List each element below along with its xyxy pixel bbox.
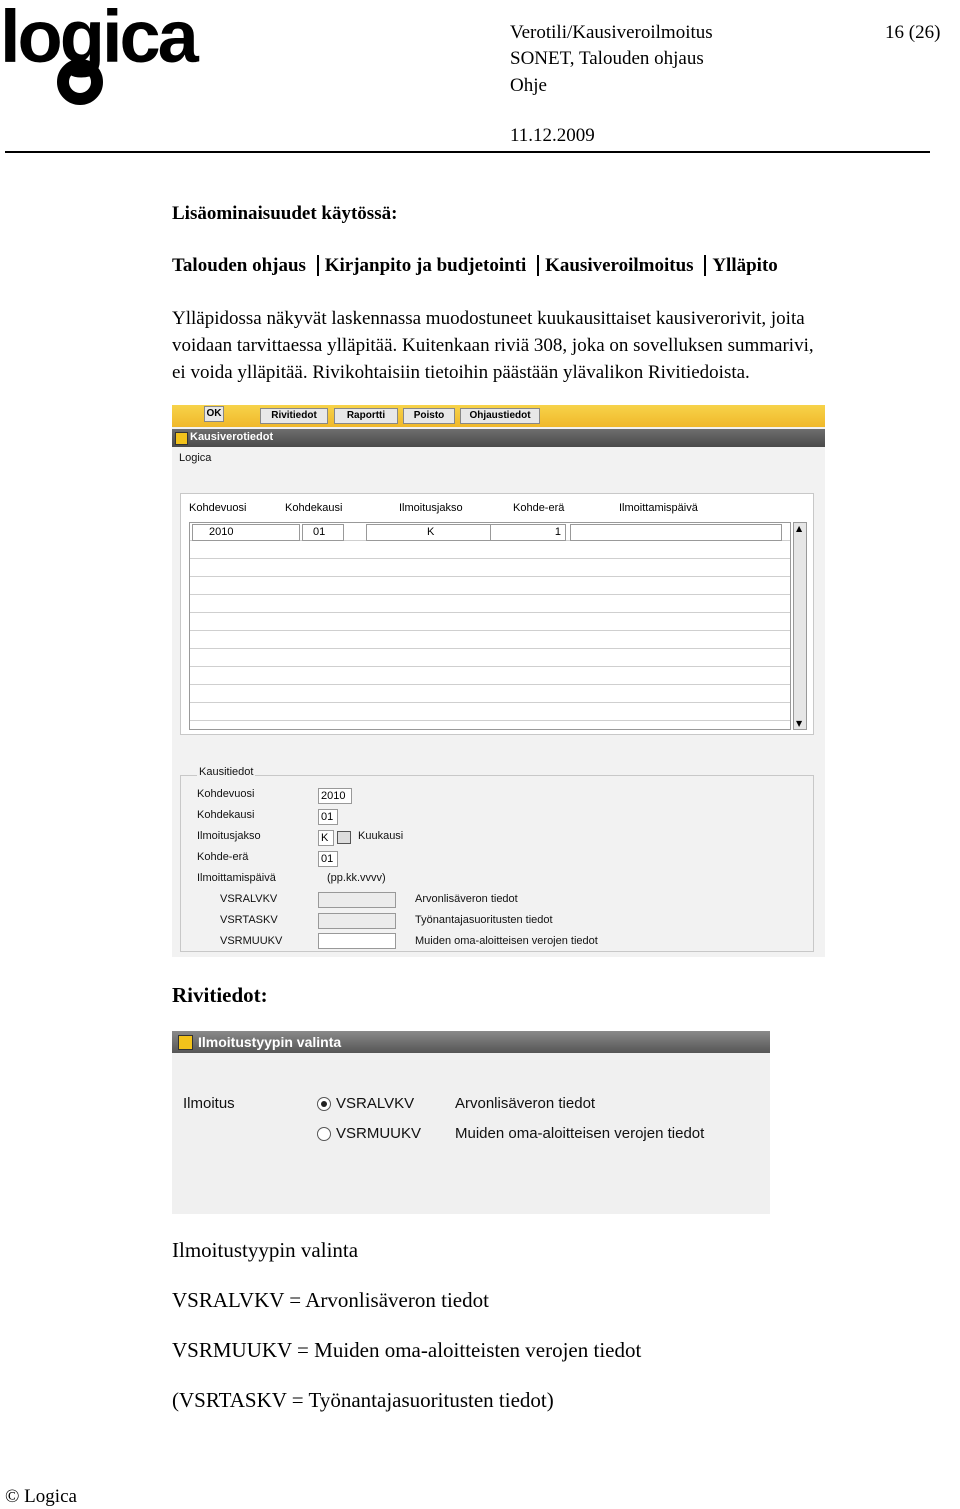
grid-scrollbar[interactable] <box>793 522 807 730</box>
field-label: Ilmoitusjakso <box>197 830 261 842</box>
table-row[interactable] <box>190 631 790 649</box>
column-header[interactable]: Kohdevuosi <box>189 502 247 514</box>
option-code[interactable]: VSRALVKV <box>336 1095 415 1112</box>
type-desc: Muiden oma-aloitteisen verojen tiedot <box>415 935 598 947</box>
vsrmuukv-field[interactable] <box>318 933 396 949</box>
screenshot-kausiverotiedot <box>172 405 825 957</box>
window-title: Kausiverotiedot <box>190 431 274 443</box>
section-heading-rivitiedot: Rivitiedot: <box>172 983 268 1007</box>
text-line: Ilmoitustyypin valinta <box>172 1238 359 1262</box>
option-desc: Muiden oma-aloitteisen verojen tiedot <box>455 1125 705 1142</box>
paragraph-line: Ylläpidossa näkyvät laskennassa muodostuneet kuukausittaiset kausiverorivit, joita <box>172 308 805 329</box>
text-line: VSRMUUKV = Muiden oma-aloitteisten verojen tiedot <box>172 1338 642 1362</box>
window-icon <box>178 1035 193 1050</box>
screenshot-ilmoitustyypin-valinta <box>172 1031 770 1214</box>
ilmoitusjakso-desc: Kuukausi <box>358 830 404 842</box>
option-desc: Arvonlisäveron tiedot <box>455 1095 596 1112</box>
kohde-era-field[interactable]: 01 <box>318 851 338 867</box>
doc-subtitle: SONET, Talouden ohjaus <box>510 48 704 69</box>
field-label: Ilmoittamispäivä <box>197 872 276 884</box>
scroll-down-icon[interactable]: ▼ <box>796 719 803 728</box>
doc-type: Ohje <box>510 75 547 96</box>
type-desc: Arvonlisäveron tiedot <box>415 893 518 905</box>
header-divider <box>5 151 930 153</box>
radio-vsralvkv[interactable] <box>317 1097 331 1111</box>
table-row[interactable] <box>190 649 790 667</box>
raportti-button[interactable]: Raportti <box>334 408 398 424</box>
window-icon <box>175 432 188 445</box>
radio-vsrmuukv[interactable] <box>317 1127 331 1141</box>
paragraph-line: voidaan tarvittaessa ylläpitää. Kuitenkaan riviä 308, joka on sovelluksen summarivi, <box>172 335 814 356</box>
date-format-hint: (pp.kk.vvvv) <box>327 872 386 884</box>
type-code: VSRTASKV <box>220 914 278 926</box>
rivitiedot-button[interactable]: Rivitiedot <box>260 408 328 424</box>
field-label: Kohdekausi <box>197 809 255 821</box>
breadcrumb-item: Kausiveroilmoitus <box>545 255 694 276</box>
window-titlebar <box>172 429 825 447</box>
data-grid <box>180 493 814 735</box>
table-row[interactable] <box>190 703 790 721</box>
window-titlebar <box>172 1031 770 1053</box>
table-cell[interactable] <box>570 524 782 541</box>
type-desc: Työnantajasuoritusten tiedot <box>415 914 553 926</box>
kausitiedot-group <box>180 766 814 952</box>
paragraph-line: ei voida ylläpitää. Rivikohtaisiin tietoihin päästään ylävalikon Rivitiedoista. <box>172 362 750 383</box>
vsrtaskv-field[interactable] <box>318 913 396 929</box>
table-row[interactable] <box>190 523 790 541</box>
table-row[interactable] <box>190 595 790 613</box>
table-row[interactable] <box>190 559 790 577</box>
breadcrumb-item: Ylläpito <box>712 255 778 276</box>
column-header[interactable]: Kohde-erä <box>513 502 565 514</box>
vsralvkv-field[interactable] <box>318 892 396 908</box>
table-cell[interactable]: 2010 <box>192 524 300 541</box>
grid-rows <box>189 522 791 730</box>
type-code: VSRALVKV <box>220 893 278 905</box>
text-line: VSRALVKV = Arvonlisäveron tiedot <box>172 1288 489 1312</box>
ok-button[interactable]: OK <box>204 406 224 422</box>
text-line: (VSRTASKV = Työnantajasuoritusten tiedot) <box>172 1388 554 1412</box>
window-title: Ilmoitustyypin valinta <box>198 1034 342 1050</box>
svg-text:logica: logica <box>0 0 196 78</box>
group-label: Kausitiedot <box>199 766 254 778</box>
type-code: VSRMUUKV <box>220 935 283 947</box>
ilmoitusjakso-field[interactable]: K <box>318 830 334 846</box>
kohdekausi-field[interactable]: 01 <box>318 809 338 825</box>
breadcrumb-item: Talouden ohjaus <box>172 255 306 276</box>
company-label: Logica <box>179 452 212 464</box>
scroll-up-icon[interactable]: ▲ <box>796 524 803 533</box>
doc-title: Verotili/Kausiveroilmoitus <box>510 22 713 43</box>
ilmoitus-label: Ilmoitus <box>183 1095 235 1112</box>
ohjaustiedot-button[interactable]: Ohjaustiedot <box>460 408 540 424</box>
kohdevuosi-field[interactable]: 2010 <box>318 788 352 804</box>
table-row[interactable] <box>190 577 790 595</box>
table-row[interactable] <box>190 685 790 703</box>
breadcrumb-item: Kirjanpito ja budjetointi <box>324 255 527 276</box>
table-cell[interactable]: 01 <box>302 524 344 541</box>
poisto-button[interactable]: Poisto <box>403 408 455 424</box>
option-code[interactable]: VSRMUUKV <box>336 1125 422 1142</box>
footer-copyright: © Logica <box>5 1486 77 1507</box>
section-heading-features: Lisäominaisuudet käytössä: <box>172 203 398 224</box>
column-header[interactable]: Ilmoittamispäivä <box>619 502 698 514</box>
doc-date: 11.12.2009 <box>510 125 595 146</box>
column-header[interactable]: Kohdekausi <box>285 502 343 514</box>
list-icon[interactable] <box>337 831 351 844</box>
logica-logo <box>0 0 200 110</box>
breadcrumb <box>172 255 778 277</box>
table-cell[interactable]: 1 <box>490 524 566 541</box>
table-row[interactable] <box>190 667 790 685</box>
page-number: 16 (26) <box>885 22 941 43</box>
table-row[interactable] <box>190 613 790 631</box>
field-label: Kohde-erä <box>197 851 249 863</box>
column-header[interactable]: Ilmoitusjakso <box>399 502 463 514</box>
table-row[interactable] <box>190 541 790 559</box>
toolbar <box>172 405 825 427</box>
table-cell[interactable]: K <box>366 524 546 541</box>
field-label: Kohdevuosi <box>197 788 255 800</box>
